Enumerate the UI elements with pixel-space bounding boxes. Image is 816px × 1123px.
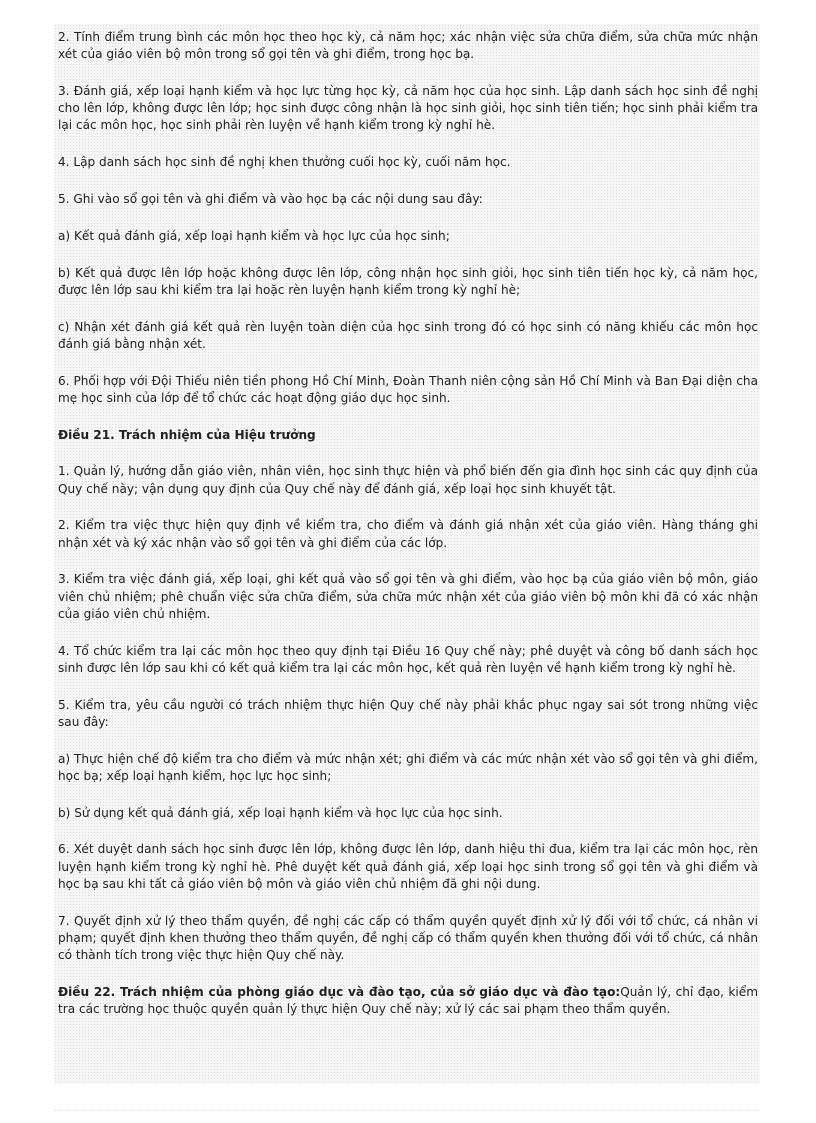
article-21-item-5b: b) Sử dụng kết quả đánh giá, xếp loại hạnh kiểm và học lực của học sinh.	[58, 805, 503, 820]
article-21-item-2: 2. Kiểm tra việc thực hiện quy định về kiểm tra, cho điểm và đánh giá nhận xét của giáo viên. Hàng tháng ghi nhận xét và ký xác nhận vào sổ gọi tên và ghi điểm của các lớp.	[58, 518, 758, 550]
article-21-item-5: 5. Kiểm tra, yêu cầu người có trách nhiệm thực hiện Quy chế này phải khắc phục ngay sai sót trong những việc sau đây:	[58, 697, 758, 729]
article-21-item-4: 4. Tổ chức kiểm tra lại các môn học theo quy định tại Điều 16 Quy chế này; phê duyệt và công bố danh sách học sinh được lên lớp sau khi có kết quả kiểm tra lại các môn học, kết quả rèn luyện về hạnh kiểm trong kỳ nghỉ hè.	[58, 643, 758, 675]
paragraph-3-evaluation: 3. Đánh giá, xếp loại hạnh kiểm và học lực từng học kỳ, cả năm học của học sinh. Lập danh sách học sinh đề nghị cho lên lớp, không được lên lớp; học sinh được công nhận là học sinh giỏi, học sinh tiên tiến; học sinh phải kiểm tra lại các môn học, học sinh phải rèn luyện về hạnh kiểm trong kỳ nghỉ hè.	[58, 84, 758, 133]
paragraph-5b: b) Kết quả được lên lớp hoặc không được lên lớp, công nhận học sinh giỏi, học sinh tiên tiến học kỳ, cả năm học, được lên lớp sau khi kiểm tra lại hoặc rèn luyện hạnh kiểm trong kỳ nghỉ hè;	[58, 265, 758, 297]
article-21-item-5a: a) Thực hiện chế độ kiểm tra cho điểm và mức nhận xét; ghi điểm và các mức nhận xét vào sổ gọi tên và ghi điểm, học bạ; xếp loại hạnh kiểm, học lực học sinh;	[58, 751, 758, 783]
article-21-item-1: 1. Quản lý, hướng dẫn giáo viên, nhân viên, học sinh thực hiện và phổ biến đến gia đình học sinh các quy định của Quy chế này; vận dụng quy định của Quy chế này để đánh giá, xếp loại học sinh khuyết tật.	[58, 464, 758, 496]
article-22-text: Quản lý, chỉ đạo, kiểm tra các trường học thuộc quyền quản lý thực hiện Quy chế này; xử lý các sai phạm theo thẩm quyền.	[58, 984, 758, 1016]
paragraph-6-coordination: 6. Phối hợp với Đội Thiếu niên tiền phong Hồ Chí Minh, Đoàn Thanh niên cộng sản Hồ Chí Minh và Ban Đại diện cha mẹ học sinh của lớp để tổ chức các hoạt động giáo dục học sinh.	[58, 373, 758, 405]
paragraph-2-gpa: 2. Tính điểm trung bình các môn học theo học kỳ, cả năm học; xác nhận việc sửa chữa điểm, sửa chữa mức nhận xét của giáo viên bộ môn trong sổ gọi tên và ghi điểm, trong học bạ.	[58, 30, 758, 62]
article-21-item-6: 6. Xét duyệt danh sách học sinh được lên lớp, không được lên lớp, danh hiệu thi đua, kiểm tra lại các môn học, rèn luyện hạnh kiểm trong kỳ nghỉ hè. Phê duyệt kết quả đánh giá, xếp loại học sinh trong sổ gọi tên và ghi điểm và học bạ sau khi tất cả giáo viên bộ môn và giáo viên chủ nhiệm đã ghi nội dung.	[58, 842, 758, 891]
paragraph-5-record: 5. Ghi vào sổ gọi tên và ghi điểm và vào học bạ các nội dung sau đây:	[58, 192, 483, 206]
article-21-item-7: 7. Quyết định xử lý theo thẩm quyền, đề nghị các cấp có thẩm quyền quyết định xử lý đối với tổ chức, cá nhân vi phạm; quyết định khen thưởng theo thẩm quyền, đề nghị cấp có thẩm quyền khen thưởng đối với tổ chức, cá nhân có thành tích trong việc thực hiện Quy chế này.	[58, 913, 758, 962]
article-22-paragraph	[58, 984, 758, 1018]
article-21-heading: Điều 21. Trách nhiệm của Hiệu trưởng	[58, 427, 316, 442]
page-bottom-divider	[54, 1110, 760, 1111]
paragraph-4-reward-list: 4. Lập danh sách học sinh đề nghị khen thưởng cuối học kỳ, cuối năm học.	[58, 155, 511, 170]
article-21-item-3: 3. Kiểm tra việc đánh giá, xếp loại, ghi kết quả vào sổ gọi tên và ghi điểm, vào học bạ của giáo viên bộ môn, giáo viên chủ nhiệm; phê chuẩn việc sửa chữa điểm, sửa chữa mức nhận xét của giáo viên bộ môn khi đã có xác nhận của giáo viên chủ nhiệm.	[58, 572, 758, 621]
paragraph-5a: a) Kết quả đánh giá, xếp loại hạnh kiểm và học lực của học sinh;	[58, 228, 450, 243]
article-22-heading: Điều 22. Trách nhiệm của phòng giáo dục và đào tạo, của sở giáo dục và đào tạo:	[58, 984, 621, 999]
paragraph-5c: c) Nhận xét đánh giá kết quả rèn luyện toàn diện của học sinh trong đó có học sinh có năng khiếu các môn học đánh giá bằng nhận xét.	[58, 319, 758, 351]
document-page	[54, 24, 760, 1084]
document-body	[58, 29, 758, 1018]
